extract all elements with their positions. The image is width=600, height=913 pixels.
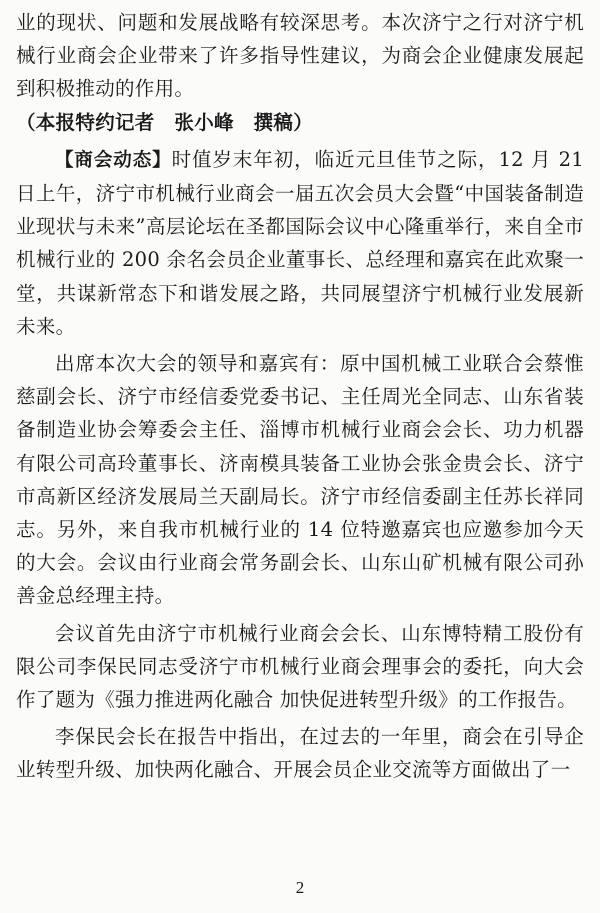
paragraph-3 [16,347,584,613]
page-number: 2 [295,878,305,897]
paragraph-5-text: 李保民会长在报告中指出，在过去的一年里，商会在引导企业转型升级、加快两化融合、开展会员企业交流等方面做出了一 [16,725,584,782]
paragraph-2-text: 时值岁末年初，临近元旦佳节之际，12 月 21 日上午，济宁市机械行业商会一届五次会员大会暨“中国装备制造业现状与未来”高层论坛在圣都国际会议中心隆重举行，来自全市机械行业的 200 余名会员企业董事长、总经理和嘉宾在此欢聚一堂，共谋新常态下和谐发展之路，共同展望济宁机械行业发展新未来。 [16,147,584,338]
byline-text: （本报特约记者 张小峰 撰稿） [16,110,314,134]
paragraph-2 [16,143,584,343]
paragraph-3-text: 出席本次大会的领导和嘉宾有：原中国机械工业联合会蔡惟慈副会长、济宁市经信委党委书记、主任周光全同志、山东省装备制造业协会筹委会主任、淄博市机械行业商会会长、功力机器有限公司高玲董事长、济南模具装备工业协会张金贵会长、济宁市高新区经济发展局兰天副局长。济宁市经信委副主任苏长祥同志。另外，来自我市机械行业的 14 位特邀嘉宾也应邀参加今天的大会。会议由行业商会常务副会长、山东山矿机械有限公司孙善金总经理主持。 [16,352,584,608]
section-tag: 【商会动态】 [55,149,172,171]
paragraph-5 [16,720,584,786]
paragraph-4 [16,617,584,717]
article-body [16,6,584,791]
paragraph-1 [16,6,584,106]
paragraph-4-text: 会议首先由济宁市机械行业商会会长、山东博特精工股份有限公司李保民同志受济宁市机械行业商会理事会的委托，向大会作了题为《强力推进两化融合 加快促进转型升级》的工作报告。 [16,621,584,712]
paragraph-1-text: 业的现状、问题和发展战略有较深思考。本次济宁之行对济宁机械行业商会企业带来了许多指导性建议，为商会企业健康发展起到积极推动的作用。 [16,11,584,101]
reporter-byline [16,106,584,139]
